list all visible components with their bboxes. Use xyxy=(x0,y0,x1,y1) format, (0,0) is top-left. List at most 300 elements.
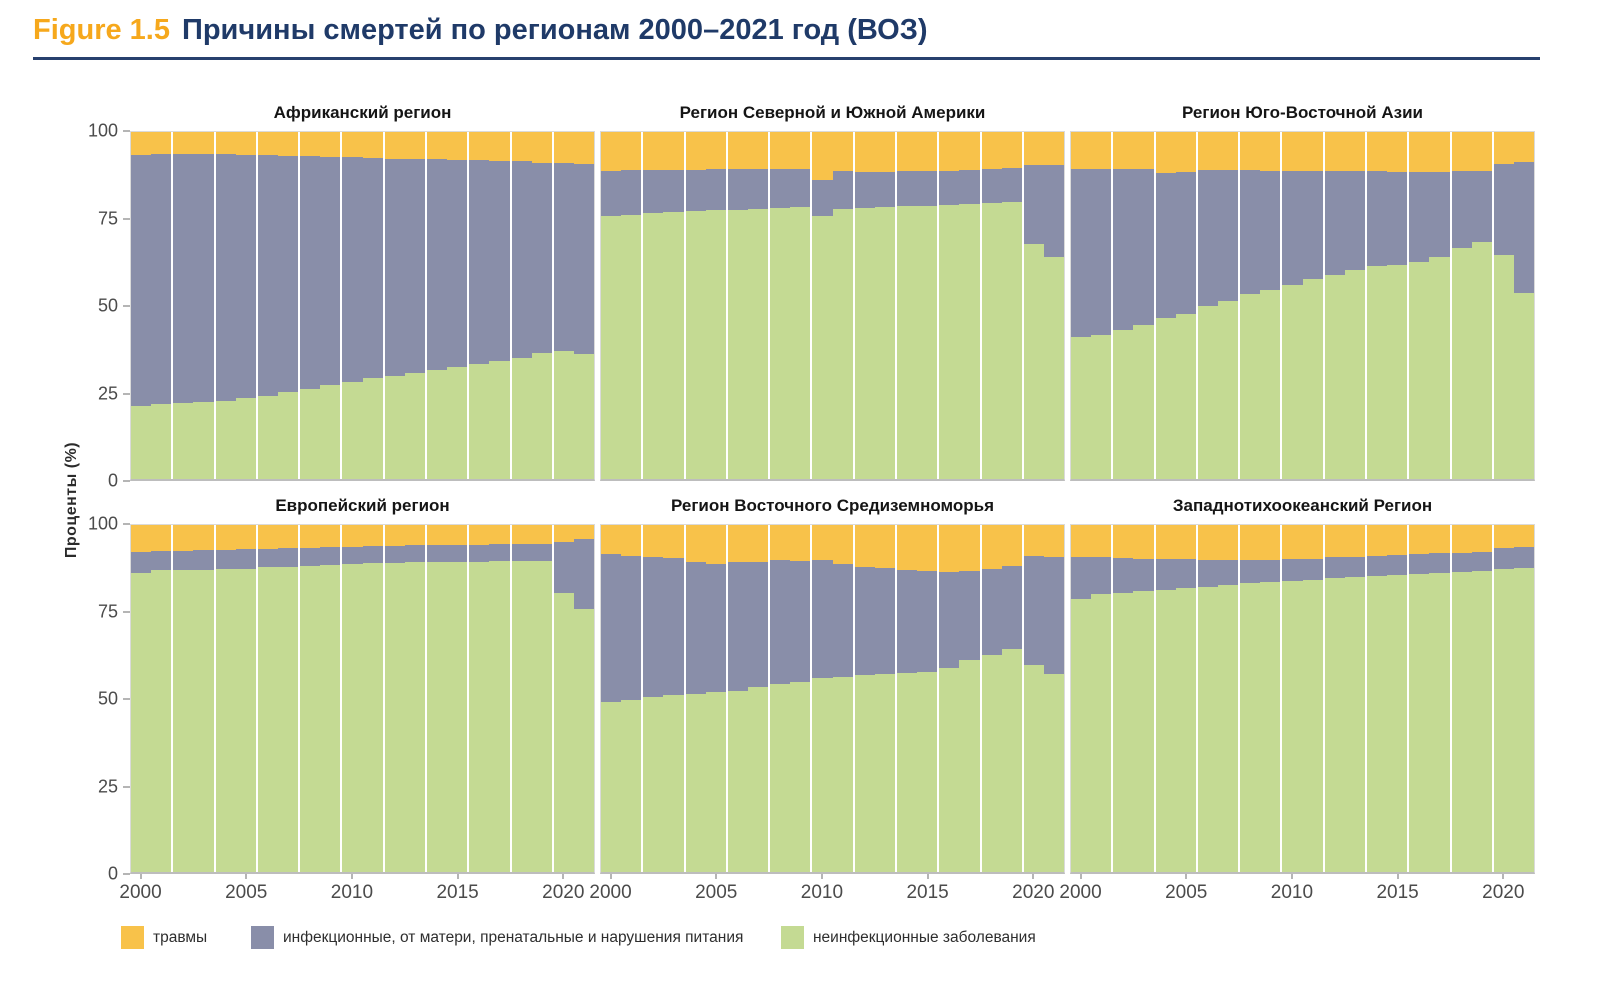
segment-infectious xyxy=(1024,556,1044,665)
segment-injuries xyxy=(1002,525,1022,566)
segment-ncd xyxy=(554,351,574,479)
stacked-bar-2011 xyxy=(833,525,855,872)
segment-injuries xyxy=(748,525,768,562)
x-tick-label: 2020 xyxy=(542,882,585,903)
segment-infectious xyxy=(686,170,706,211)
stacked-bar-2002 xyxy=(643,525,663,872)
segment-injuries xyxy=(663,525,683,558)
stacked-bar-2015 xyxy=(1387,132,1409,479)
stacked-bar-2013 xyxy=(875,525,897,872)
chart-panel-south-east-asia-region xyxy=(1070,103,1535,481)
segment-injuries xyxy=(1156,525,1176,559)
segment-ncd xyxy=(1429,573,1449,872)
legend-label: неинфекционные заболевания xyxy=(813,928,1036,946)
segment-injuries xyxy=(1429,132,1449,172)
segment-infectious xyxy=(405,159,425,373)
stacked-bar-2002 xyxy=(1113,525,1133,872)
segment-injuries xyxy=(1494,132,1514,164)
segment-injuries xyxy=(1367,132,1387,171)
legend-swatch-injuries xyxy=(121,926,144,949)
segment-ncd xyxy=(663,212,683,479)
stacked-bar-2002 xyxy=(173,525,193,872)
segment-ncd xyxy=(447,367,467,479)
segment-injuries xyxy=(875,132,895,172)
legend-label: травмы xyxy=(153,928,208,946)
segment-injuries xyxy=(790,525,810,561)
segment-ncd xyxy=(300,389,320,479)
x-tick-mark xyxy=(245,874,247,879)
y-tick-mark xyxy=(123,480,130,482)
segment-infectious xyxy=(385,159,405,376)
segment-injuries xyxy=(489,132,509,161)
stacked-bar-2008 xyxy=(770,132,790,479)
stacked-bar-2005 xyxy=(236,132,258,479)
stacked-bar-2009 xyxy=(790,525,812,872)
segment-ncd xyxy=(1472,242,1492,479)
legend-item-injuries xyxy=(121,926,207,949)
segment-infectious xyxy=(258,155,278,395)
segment-injuries xyxy=(193,132,213,154)
segment-infectious xyxy=(1044,165,1064,257)
stacked-bar-2020 xyxy=(554,525,574,872)
segment-ncd xyxy=(982,655,1002,872)
segment-infectious xyxy=(959,571,979,661)
stacked-bar-2002 xyxy=(643,132,663,479)
chart-title: Западнотихоокеанский Регион xyxy=(1172,496,1433,515)
stacked-bar-2014 xyxy=(427,132,447,479)
segment-infectious xyxy=(1071,169,1091,337)
segment-infectious xyxy=(1176,172,1196,314)
stacked-bar-2001 xyxy=(621,525,643,872)
segment-ncd xyxy=(875,674,895,872)
segment-ncd xyxy=(982,203,1002,479)
segment-ncd xyxy=(790,207,810,479)
segment-injuries xyxy=(917,525,937,571)
segment-ncd xyxy=(1091,335,1111,479)
segment-injuries xyxy=(748,132,768,169)
segment-infectious xyxy=(512,161,532,357)
chart-title: Африканский регион xyxy=(273,103,452,122)
segment-ncd xyxy=(1494,255,1514,479)
segment-injuries xyxy=(1494,525,1514,548)
stacked-bar-2011 xyxy=(833,132,855,479)
stacked-bar-2011 xyxy=(363,525,385,872)
segment-ncd xyxy=(1218,301,1238,479)
segment-infectious xyxy=(939,171,959,205)
segment-ncd xyxy=(173,570,193,872)
stacked-bar-2015 xyxy=(1387,525,1409,872)
segment-infectious xyxy=(193,550,213,569)
x-tick-mark xyxy=(1502,874,1504,879)
stacked-bar-2018 xyxy=(982,132,1002,479)
segment-infectious xyxy=(278,548,298,566)
segment-injuries xyxy=(1303,132,1323,171)
segment-infectious xyxy=(770,169,790,208)
segment-ncd xyxy=(875,207,895,479)
stacked-bar-2017 xyxy=(1429,132,1451,479)
segment-ncd xyxy=(236,398,256,479)
segment-injuries xyxy=(427,132,447,159)
segment-ncd xyxy=(643,213,663,479)
segment-infectious xyxy=(320,157,340,385)
segment-injuries xyxy=(1387,132,1407,172)
segment-injuries xyxy=(1218,132,1238,170)
segment-ncd xyxy=(1345,577,1365,872)
stacked-bar-2012 xyxy=(385,525,405,872)
segment-ncd xyxy=(489,361,509,479)
segment-injuries xyxy=(300,525,320,548)
segment-injuries xyxy=(1260,132,1280,171)
stacked-bar-2014 xyxy=(427,525,447,872)
segment-infectious xyxy=(663,558,683,695)
segment-injuries xyxy=(258,132,278,155)
y-tick-mark xyxy=(123,130,130,132)
segment-ncd xyxy=(1198,587,1218,872)
segment-ncd xyxy=(342,382,362,479)
segment-injuries xyxy=(1514,132,1534,162)
segment-infectious xyxy=(1345,557,1365,577)
segment-infectious xyxy=(663,170,683,212)
segment-ncd xyxy=(1024,665,1044,872)
segment-infectious xyxy=(1091,169,1111,335)
stacked-bar-2019 xyxy=(1472,525,1494,872)
stacked-bar-2004 xyxy=(686,525,706,872)
stacked-bar-2005 xyxy=(706,132,728,479)
stacked-bar-2017 xyxy=(489,525,511,872)
segment-injuries xyxy=(1091,525,1111,557)
segment-ncd xyxy=(342,564,362,872)
stacked-bar-2003 xyxy=(663,132,685,479)
segment-infectious xyxy=(1113,558,1133,592)
segment-ncd xyxy=(1002,202,1022,479)
x-tick-mark xyxy=(1397,874,1399,879)
segment-ncd xyxy=(300,566,320,872)
stacked-bar-2016 xyxy=(469,132,489,479)
y-tick-mark xyxy=(123,523,130,525)
segment-infectious xyxy=(1472,171,1492,242)
segment-ncd xyxy=(770,208,790,479)
segment-ncd xyxy=(1071,337,1091,479)
segment-injuries xyxy=(1303,525,1323,559)
bars xyxy=(131,525,594,872)
segment-ncd xyxy=(151,570,171,872)
stacked-bar-2017 xyxy=(1429,525,1451,872)
segment-infectious xyxy=(1156,559,1176,589)
segment-infectious xyxy=(833,171,853,209)
stacked-bar-2018 xyxy=(1452,525,1472,872)
segment-injuries xyxy=(1024,132,1044,165)
x-tick-label: 2010 xyxy=(330,882,374,903)
stacked-bar-2018 xyxy=(512,525,532,872)
y-tick-label: 0 xyxy=(107,470,118,491)
plot-area xyxy=(600,524,1065,874)
y-tick-mark xyxy=(123,698,130,700)
segment-infectious xyxy=(151,551,171,571)
stacked-bar-2004 xyxy=(1156,525,1176,872)
segment-infectious xyxy=(1409,172,1429,263)
segment-infectious xyxy=(489,544,509,561)
segment-ncd xyxy=(427,370,447,479)
segment-injuries xyxy=(385,132,405,159)
segment-infectious xyxy=(812,180,832,216)
segment-ncd xyxy=(855,675,875,872)
segment-ncd xyxy=(1091,594,1111,872)
segment-injuries xyxy=(1044,525,1064,557)
stacked-bar-2020 xyxy=(1024,525,1044,872)
stacked-bar-2018 xyxy=(982,525,1002,872)
stacked-bar-2016 xyxy=(1409,525,1429,872)
segment-ncd xyxy=(447,562,467,872)
segment-injuries xyxy=(1325,132,1345,171)
y-tick-label: 0 xyxy=(107,863,118,884)
segment-ncd xyxy=(1472,571,1492,872)
segment-ncd xyxy=(1452,572,1472,872)
stacked-bar-2016 xyxy=(1409,132,1429,479)
segment-injuries xyxy=(1198,525,1218,560)
stacked-bar-2014 xyxy=(1367,525,1387,872)
segment-infectious xyxy=(897,570,917,673)
stacked-bar-2002 xyxy=(1113,132,1133,479)
segment-ncd xyxy=(1113,330,1133,479)
segment-injuries xyxy=(469,525,489,545)
stacked-bar-2003 xyxy=(663,525,685,872)
segment-injuries xyxy=(601,132,621,171)
segment-injuries xyxy=(554,132,574,163)
segment-ncd xyxy=(959,660,979,872)
segment-injuries xyxy=(812,132,832,180)
segment-ncd xyxy=(532,561,552,872)
segment-ncd xyxy=(1071,599,1091,872)
segment-injuries xyxy=(258,525,278,549)
stacked-bar-2006 xyxy=(258,525,278,872)
stacked-bar-2008 xyxy=(300,132,320,479)
segment-injuries xyxy=(1325,525,1345,557)
stacked-bar-2008 xyxy=(770,525,790,872)
stacked-bar-2007 xyxy=(278,132,300,479)
plot-area xyxy=(1070,131,1535,481)
segment-infectious xyxy=(1260,171,1280,290)
stacked-bar-2000 xyxy=(601,132,621,479)
segment-infectious xyxy=(1367,171,1387,266)
segment-infectious xyxy=(601,554,621,702)
segment-infectious xyxy=(1514,162,1534,293)
segment-infectious xyxy=(193,154,213,402)
stacked-bar-2015 xyxy=(917,525,939,872)
stacked-bar-2003 xyxy=(193,525,215,872)
segment-injuries xyxy=(706,132,726,169)
segment-injuries xyxy=(1282,132,1302,171)
segment-ncd xyxy=(469,364,489,479)
plot-area xyxy=(130,131,595,481)
stacked-bar-2017 xyxy=(959,525,981,872)
segment-ncd xyxy=(278,567,298,872)
x-axis-ticks xyxy=(1059,874,1535,908)
segment-injuries xyxy=(131,525,151,552)
segment-injuries xyxy=(959,525,979,571)
x-tick-mark xyxy=(715,874,717,879)
segment-injuries xyxy=(855,132,875,172)
segment-ncd xyxy=(1218,585,1238,872)
stacked-bar-2010 xyxy=(812,525,832,872)
stacked-bar-2007 xyxy=(278,525,300,872)
segment-injuries xyxy=(427,525,447,545)
segment-ncd xyxy=(833,677,853,872)
segment-infectious xyxy=(258,549,278,568)
segment-infectious xyxy=(855,172,875,208)
segment-injuries xyxy=(151,132,171,154)
stacked-bar-2004 xyxy=(1156,132,1176,479)
segment-ncd xyxy=(405,373,425,479)
stacked-bar-2013 xyxy=(1345,525,1367,872)
stacked-bar-2000 xyxy=(131,132,151,479)
segment-injuries xyxy=(278,132,298,156)
stacked-bar-2019 xyxy=(532,525,554,872)
segment-injuries xyxy=(1345,525,1365,557)
y-tick-label: 75 xyxy=(97,208,118,228)
segment-ncd xyxy=(151,404,171,479)
stacked-bar-2016 xyxy=(469,525,489,872)
stacked-bar-2009 xyxy=(1260,525,1282,872)
segment-ncd xyxy=(686,211,706,479)
segment-infectious xyxy=(1387,172,1407,265)
segment-injuries xyxy=(1387,525,1407,555)
stacked-bar-2001 xyxy=(1091,525,1113,872)
segment-injuries xyxy=(151,525,171,551)
segment-infectious xyxy=(512,544,532,561)
x-tick-mark xyxy=(927,874,929,879)
x-tick-label: 2005 xyxy=(1165,882,1208,903)
segment-injuries xyxy=(489,525,509,544)
segment-injuries xyxy=(686,132,706,170)
segment-injuries xyxy=(621,525,641,556)
segment-infectious xyxy=(320,547,340,565)
segment-injuries xyxy=(1156,132,1176,173)
chart-title: Регион Северной и Южной Америки xyxy=(679,103,986,122)
page-title: Причины смертей по регионам 2000–2021 год (ВОЗ) xyxy=(182,14,928,46)
stacked-bar-2005 xyxy=(236,525,258,872)
segment-ncd xyxy=(131,573,151,872)
segment-ncd xyxy=(1133,325,1153,479)
stacked-bar-2001 xyxy=(151,525,173,872)
chart-title: Европейский регион xyxy=(275,496,450,515)
stacked-bar-2000 xyxy=(1071,132,1091,479)
segment-injuries xyxy=(1282,525,1302,559)
segment-infectious xyxy=(236,549,256,568)
segment-infectious xyxy=(601,171,621,216)
stacked-bar-2005 xyxy=(1176,132,1198,479)
segment-injuries xyxy=(1133,132,1153,169)
segment-injuries xyxy=(939,525,959,572)
segment-ncd xyxy=(1240,583,1260,872)
segment-ncd xyxy=(532,353,552,479)
legend-swatch-infectious xyxy=(251,926,274,949)
segment-ncd xyxy=(512,358,532,479)
y-tick-label: 100 xyxy=(87,120,118,141)
segment-injuries xyxy=(363,525,383,546)
stacked-bar-2020 xyxy=(1494,525,1514,872)
segment-infectious xyxy=(173,154,193,403)
segment-ncd xyxy=(216,569,236,872)
segment-injuries xyxy=(342,525,362,547)
stacked-bar-2020 xyxy=(1024,132,1044,479)
y-tick-label: 50 xyxy=(97,295,118,316)
segment-injuries xyxy=(643,132,663,170)
segment-ncd xyxy=(621,700,641,872)
stacked-bar-2008 xyxy=(300,525,320,872)
stacked-bar-2008 xyxy=(1240,525,1260,872)
y-axis-ticks xyxy=(80,513,130,884)
segment-infectious xyxy=(1156,173,1176,319)
stacked-bar-2009 xyxy=(320,525,342,872)
segment-infectious xyxy=(1303,171,1323,280)
segment-ncd xyxy=(1514,293,1534,479)
stacked-bar-2006 xyxy=(728,132,748,479)
stacked-bar-2006 xyxy=(258,132,278,479)
segment-injuries xyxy=(173,132,193,154)
segment-infectious xyxy=(1303,559,1323,581)
stacked-bar-2007 xyxy=(1218,132,1240,479)
segment-ncd xyxy=(855,208,875,479)
segment-injuries xyxy=(1260,525,1280,560)
segment-ncd xyxy=(427,562,447,872)
segment-injuries xyxy=(1429,525,1449,553)
stacked-bar-2009 xyxy=(790,132,812,479)
segment-injuries xyxy=(512,132,532,161)
segment-ncd xyxy=(469,562,489,872)
segment-injuries xyxy=(532,132,552,163)
segment-infectious xyxy=(706,564,726,693)
segment-infectious xyxy=(1282,171,1302,286)
segment-infectious xyxy=(1218,560,1238,585)
segment-ncd xyxy=(574,609,594,872)
segment-injuries xyxy=(1002,132,1022,168)
x-axis-ticks xyxy=(589,874,1065,908)
segment-ncd xyxy=(1282,285,1302,479)
x-tick-label: 2000 xyxy=(1059,882,1102,903)
segment-ncd xyxy=(748,209,768,479)
segment-infectious xyxy=(300,548,320,566)
chart-title: Регион Восточного Средиземноморья xyxy=(670,496,995,515)
segment-ncd xyxy=(363,563,383,872)
stacked-bar-2005 xyxy=(1176,525,1198,872)
x-tick-mark xyxy=(1291,874,1293,879)
segment-infectious xyxy=(1325,171,1345,275)
y-tick-mark xyxy=(123,393,130,395)
legend-item-ncd xyxy=(781,926,1036,949)
stacked-bar-2007 xyxy=(1218,525,1240,872)
segment-infectious xyxy=(427,159,447,369)
segment-injuries xyxy=(770,132,790,169)
segment-infectious xyxy=(1282,559,1302,581)
x-tick-label: 2015 xyxy=(906,882,949,903)
segment-ncd xyxy=(385,376,405,479)
segment-injuries xyxy=(855,525,875,567)
segment-ncd xyxy=(1325,275,1345,479)
segment-injuries xyxy=(706,525,726,564)
segment-ncd xyxy=(833,209,853,479)
stacked-bar-2011 xyxy=(1303,132,1325,479)
segment-ncd xyxy=(686,694,706,872)
legend-swatch-ncd xyxy=(781,926,804,949)
segment-injuries xyxy=(300,132,320,156)
stacked-bar-2020 xyxy=(1494,132,1514,479)
segment-ncd xyxy=(512,561,532,872)
segment-ncd xyxy=(278,392,298,479)
segment-injuries xyxy=(363,132,383,158)
stacked-bar-2014 xyxy=(897,525,917,872)
segment-infectious xyxy=(812,560,832,678)
segment-ncd xyxy=(1260,582,1280,872)
